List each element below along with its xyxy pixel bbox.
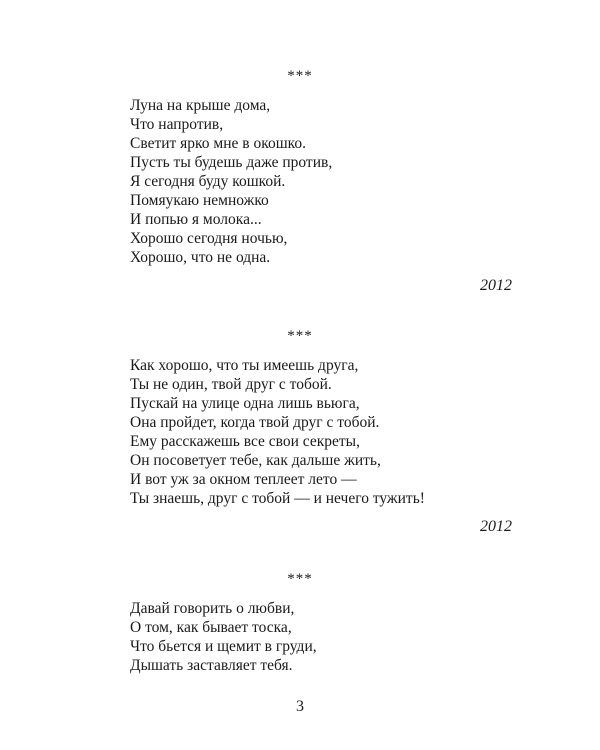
poem-separator: *** xyxy=(287,328,313,344)
poem-line: Хорошо, что не одна. xyxy=(130,249,271,266)
poem-line: Светит ярко мне в окошко. xyxy=(130,135,307,152)
poem-line: Дышать заставляет тебя. xyxy=(130,657,293,674)
poem-line: Я сегодня буду кошкой. xyxy=(130,173,286,190)
poem-line: Пускай на улице одна лишь вьюга, xyxy=(130,395,360,412)
poem-line: Ты не один, твой друг с тобой. xyxy=(130,376,332,393)
poem-line: Что напротив, xyxy=(130,116,224,133)
poem-separator: *** xyxy=(287,68,313,84)
poem-stanza xyxy=(130,599,550,675)
poem-line: И вот уж за окном теплеет лето — xyxy=(130,471,357,488)
poem-line: Хорошо сегодня ночью, xyxy=(130,230,288,247)
poem-year: 2012 xyxy=(480,518,512,535)
poem-line: Он посоветует тебе, как дальше жить, xyxy=(130,452,381,469)
poem-year: 2012 xyxy=(480,277,512,294)
poem-stanza xyxy=(130,356,550,508)
page-number: 3 xyxy=(296,698,304,715)
poem-line: Она пройдет, когда твой друг с тобой. xyxy=(130,414,380,431)
poem-line: Луна на крыше дома, xyxy=(130,97,271,114)
poem-line: Пусть ты будешь даже против, xyxy=(130,154,333,171)
poem-line: Давай говорить о любви, xyxy=(130,600,295,617)
poem-line: И попью я молока... xyxy=(130,211,262,228)
poem-stanza xyxy=(130,96,550,267)
poem-line: Что бьется и щемит в груди, xyxy=(130,638,317,655)
poem-separator: *** xyxy=(287,571,313,587)
poem-line: О том, как бывает тоска, xyxy=(130,619,292,636)
poem-line: Помяукаю немножко xyxy=(130,192,269,209)
poem-line: Ему расскажешь все свои секреты, xyxy=(130,433,360,450)
poem-line: Ты знаешь, друг с тобой — и нечего тужить! xyxy=(130,490,425,507)
poem-line: Как хорошо, что ты имеешь друга, xyxy=(130,357,359,374)
